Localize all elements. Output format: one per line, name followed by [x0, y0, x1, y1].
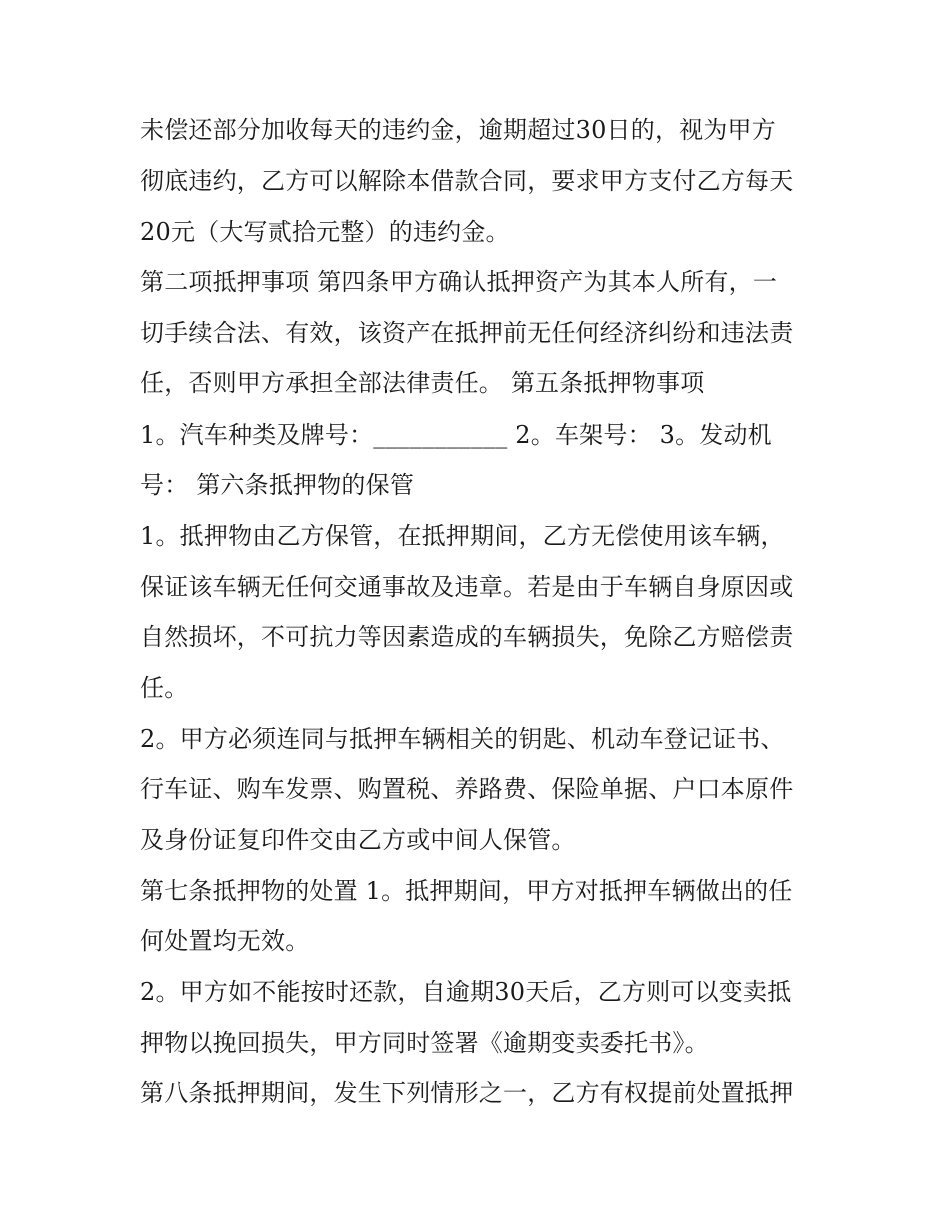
text-line: 20元（大写贰拾元整）的违约金。: [140, 218, 510, 246]
text-line: 任，否则甲方承担全部法律责任。 第五条抵押物事项: [140, 369, 705, 397]
text-line: 未偿还部分加收每天的违约金，逾期超过30日的，视为甲方: [140, 116, 776, 144]
text-line: 2。甲方如不能按时还款，自逾期30天后，乙方则可以变卖抵: [140, 978, 792, 1006]
text-line: 号： 第六条抵押物的保管: [140, 471, 415, 499]
text-line: 彻底违约，乙方可以解除本借款合同，要求甲方支付乙方每天: [140, 167, 794, 195]
text-line: 1。抵押物由乙方保管，在抵押期间，乙方无偿使用该车辆，: [140, 522, 785, 550]
text-line: 1。汽车种类及牌号：___________ 2。车架号： 3。发动机: [140, 421, 772, 449]
text-line: 任。: [140, 674, 189, 702]
text-line: 第八条抵押期间，发生下列情形之一，乙方有权提前处置抵押: [140, 1079, 794, 1107]
text-line: 保证该车辆无任何交通事故及违章。若是由于车辆自身原因或: [140, 573, 794, 601]
text-line: 何处置均无效。: [140, 927, 310, 955]
text-line: 第七条抵押物的处置 1。抵押期间，甲方对抵押车辆做出的任: [140, 877, 793, 905]
text-line: 自然损坏，不可抗力等因素造成的车辆损失，免除乙方赔偿责: [140, 623, 794, 651]
text-line: 2。甲方必须连同与抵押车辆相关的钥匙、机动车登记证书、: [140, 725, 785, 753]
text-line: 行车证、购车发票、购置税、养路费、保险单据、户口本原件: [140, 775, 794, 803]
text-line: 及身份证复印件交由乙方或中间人保管。: [140, 826, 576, 854]
text-line: 第二项抵押事项 第四条甲方确认抵押资产为其本人所有，一: [140, 268, 778, 296]
text-line: 押物以挽回损失，甲方同时签署《逾期变卖委托书》。: [140, 1029, 709, 1057]
text-line: 切手续合法、有效，该资产在抵押前无任何经济纠纷和违法责: [140, 319, 794, 347]
